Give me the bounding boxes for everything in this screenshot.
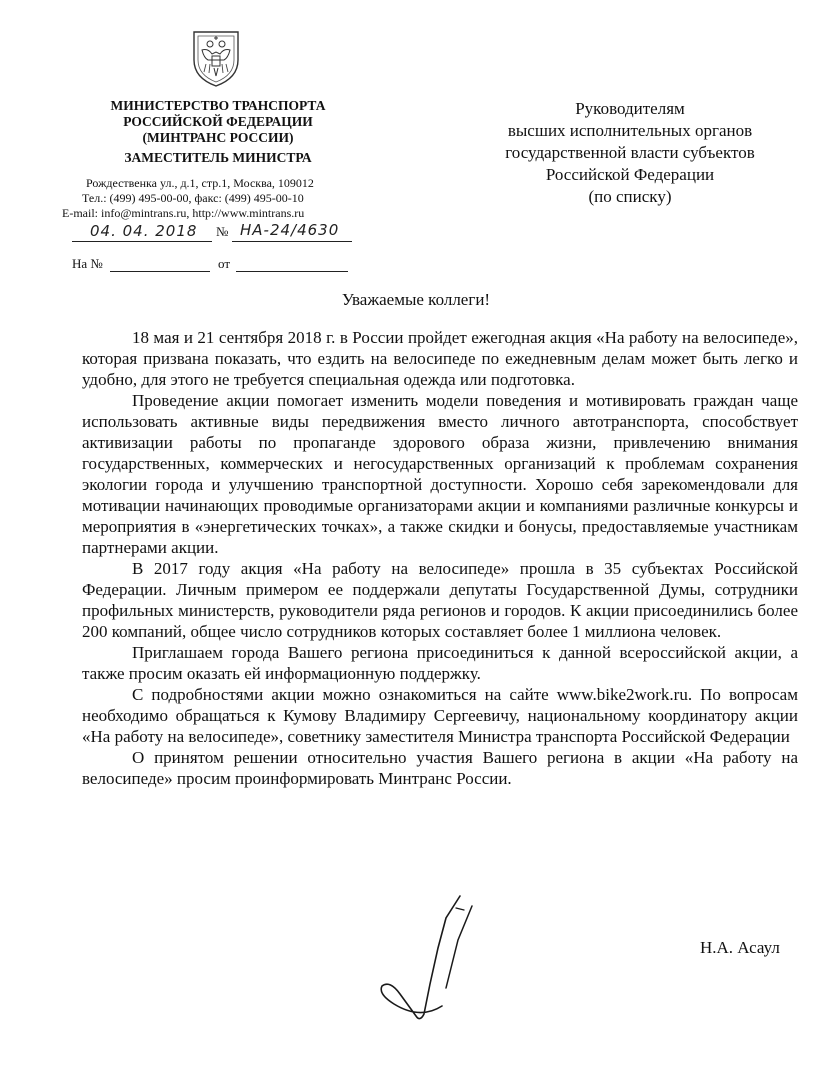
org-address: Рождественка ул., д.1, стр.1, Москва, 109012 (86, 176, 314, 190)
org-name-line1: МИНИСТЕРСТВО ТРАНСПОРТА (110, 98, 326, 113)
date-underline (72, 240, 212, 242)
addressee-line2: высших исполнительных органов (507, 121, 753, 140)
ref-from-label: от (218, 256, 231, 271)
handwritten-signature (360, 888, 510, 1028)
org-phone: Тел.: (499) 495-00-00, факс: (499) 495-00-10 (82, 191, 304, 205)
org-name-line3: (МИНТРАНС РОССИИ) (142, 130, 294, 145)
ref-label: На № (72, 256, 103, 271)
paragraph-request: О принятом решении относительно участия Вашего региона в акции «На работу на велосипеде» просим проинформировать Минтранс России. (82, 748, 798, 788)
coat-of-arms-emblem (188, 26, 244, 88)
number-label: № (216, 224, 229, 239)
letter-body (82, 327, 798, 789)
number-handwritten: НА-24/4630 (240, 221, 340, 239)
addressee-line3: государственной власти субъектов (505, 143, 755, 162)
ref-number-underline (110, 270, 210, 272)
addressee-line1: Руководителям (575, 99, 685, 118)
ref-date-underline (236, 270, 348, 272)
position-title: ЗАМЕСТИТЕЛЬ МИНИСТРА (124, 150, 312, 165)
signer-name: Н.А. Асаул (700, 938, 780, 957)
org-name-line2: РОССИЙСКОЙ ФЕДЕРАЦИИ (123, 114, 313, 129)
addressee-line4: Российской Федерации (545, 165, 715, 184)
paragraph-invitation: Приглашаем города Вашего региона присоединиться к данной всероссийской акции, а также просим оказать ей информационную поддержку. (82, 643, 798, 683)
org-email: E-mail: info@mintrans.ru, http://www.mintrans.ru (62, 206, 305, 220)
paragraph-2017-results: В 2017 году акция «На работу на велосипеде» прошла в 35 субъектах Российской Федерации. Личным примером ее поддержали депутаты Государственной Думы, сотрудники профильных министерств, руководители ряда регионов и городов. К акции присоединились более 200 компаний, общее число сотрудников которых составляет более 1 миллиона человек. (82, 559, 798, 641)
salutation: Уважаемые коллеги! (341, 290, 491, 309)
number-underline (232, 240, 352, 242)
date-handwritten: 04. 04. 2018 (90, 222, 198, 240)
paragraph-goals: Проведение акции помогает изменить модели поведения и мотивировать граждан чаще использовать активные виды передвижения вместо личного автотранспорта, способствует активизации работы по пропаганде здорового образа жизни, привлечению внимания государственных, коммерческих и негосударственных организаций к проблемам сохранения экологии города и улучшению транспортной доступности. Хорошо себя зарекомендовали для мотивации начинающих проводимые организаторами акции и компаниями различные конкурсы и мероприятия в «энергетических точках», а также скидки и бонусы, предоставляемые участникам партнерами акции. (82, 391, 798, 557)
addressee-line5: (по списку) (588, 187, 672, 206)
paragraph-contacts: С подробностями акции можно ознакомиться на сайте www.bike2work.ru. По вопросам необходимо обращаться к Кумову Владимиру Сергеевичу, национальному координатору акции «На работу на велосипеде», советнику заместителя Министра транспорта Российской Федерации (82, 685, 798, 746)
paragraph-event-dates: 18 мая и 21 сентября 2018 г. в России пройдет ежегодная акция «На работу на велосипеде», которая призвана показать, что ездить на велосипеде по ежедневным делам может быть легко и удобно, для этого не требуется специальная одежда или подготовка. (82, 328, 798, 389)
